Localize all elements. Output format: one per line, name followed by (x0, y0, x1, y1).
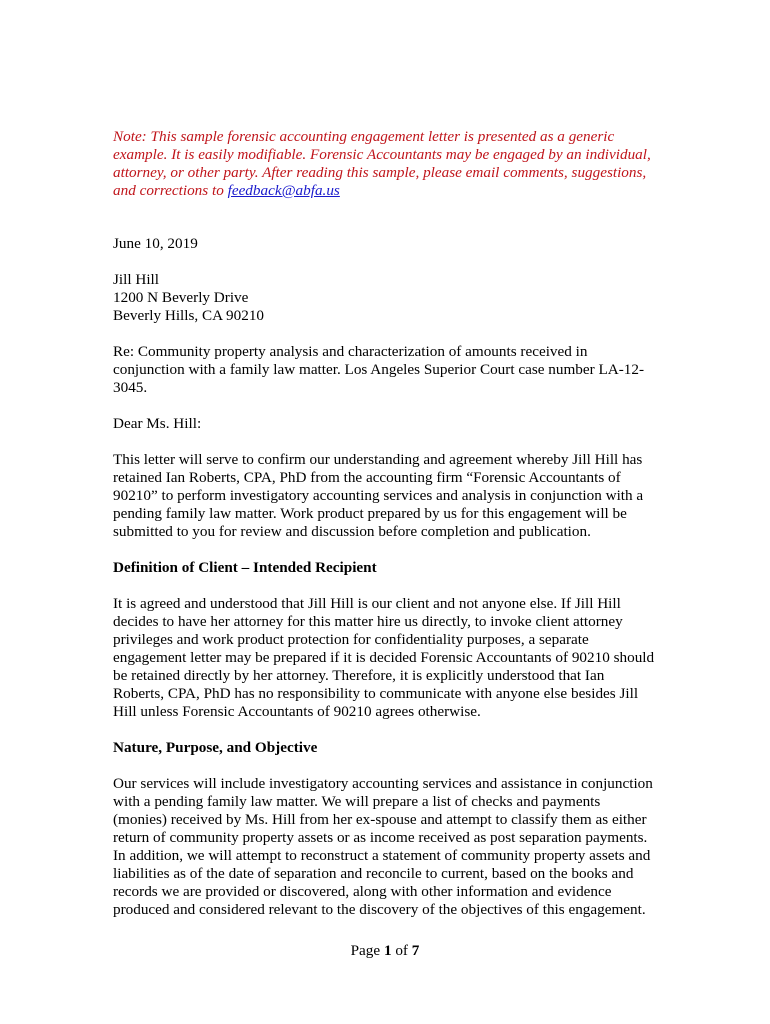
sample-note-text: Note: This sample forensic accounting engagement letter is presented as a generic example. It is easily modifiable. Forensic Accountants may be engaged by an individual, attorney, or other party. After reading this sample, please email comments, suggestions, and corrections to (113, 128, 651, 199)
feedback-email-link[interactable]: feedback@abfa.us (227, 182, 340, 199)
section-heading-nature: Nature, Purpose, and Objective (113, 739, 318, 756)
total-pages-number: 7 (411, 942, 420, 959)
intro-paragraph: This letter will serve to confirm our understanding and agreement whereby Jill Hill has retained Ian Roberts, CPA, PhD from the accounting firm “Forensic Accountants of 90210” to perform investigatory accounting services and analysis in conjunction with a pending family law matter. Work product prepared by us for this engagement will be submitted to you for review and discussion before completion and publication. (113, 451, 644, 540)
recipient-name: Jill Hill (113, 271, 159, 288)
recipient-address (113, 271, 658, 325)
page-footer (0, 942, 770, 960)
re-line: Re: Community property analysis and characterization of amounts received in conjunction with a family law matter. Los Angeles Superior Court case number LA-12-3045. (113, 343, 645, 396)
section-body-client: It is agreed and understood that Jill Hill is our client and not anyone else. If Jill Hill decides to have her attorney for this matter hire us directly, to invoke client attorney privileges and work product protection for confidentiality purposes, a separate engagement letter may be prepared if it is decided Forensic Accountants of 90210 should be retained directly by her attorney. Therefore, it is explicitly understood that Ian Roberts, CPA, PhD has no responsibility to communicate with anyone else besides Jill Hill unless Forensic Accountants of 90210 agrees otherwise. (113, 595, 655, 720)
page-label: Page (350, 942, 381, 959)
current-page-number: 1 (383, 942, 392, 959)
section-body-nature: Our services will include investigatory accounting services and assistance in conjunction with a pending family law matter. We will prepare a list of checks and payments (monies) received by Ms. Hill from her ex-spouse and attempt to classify them as either return of community property assets or as income received as post separation payments. In addition, we will attempt to reconstruct a statement of community property assets and liabilities as of the date of separation and reconcile to current, based on the books and records we are provided or discovered, along with other information and evidence produced and considered relevant to the discovery of the objectives of this engagement. (113, 775, 653, 918)
recipient-city: Beverly Hills, CA 90210 (113, 307, 265, 324)
letter-date: June 10, 2019 (113, 235, 198, 252)
of-label: of (395, 942, 408, 959)
letter-body (113, 128, 658, 919)
section-heading-client: Definition of Client – Intended Recipient (113, 559, 377, 576)
salutation: Dear Ms. Hill: (113, 415, 202, 432)
recipient-street: 1200 N Beverly Drive (113, 289, 249, 306)
sample-note (113, 128, 658, 200)
